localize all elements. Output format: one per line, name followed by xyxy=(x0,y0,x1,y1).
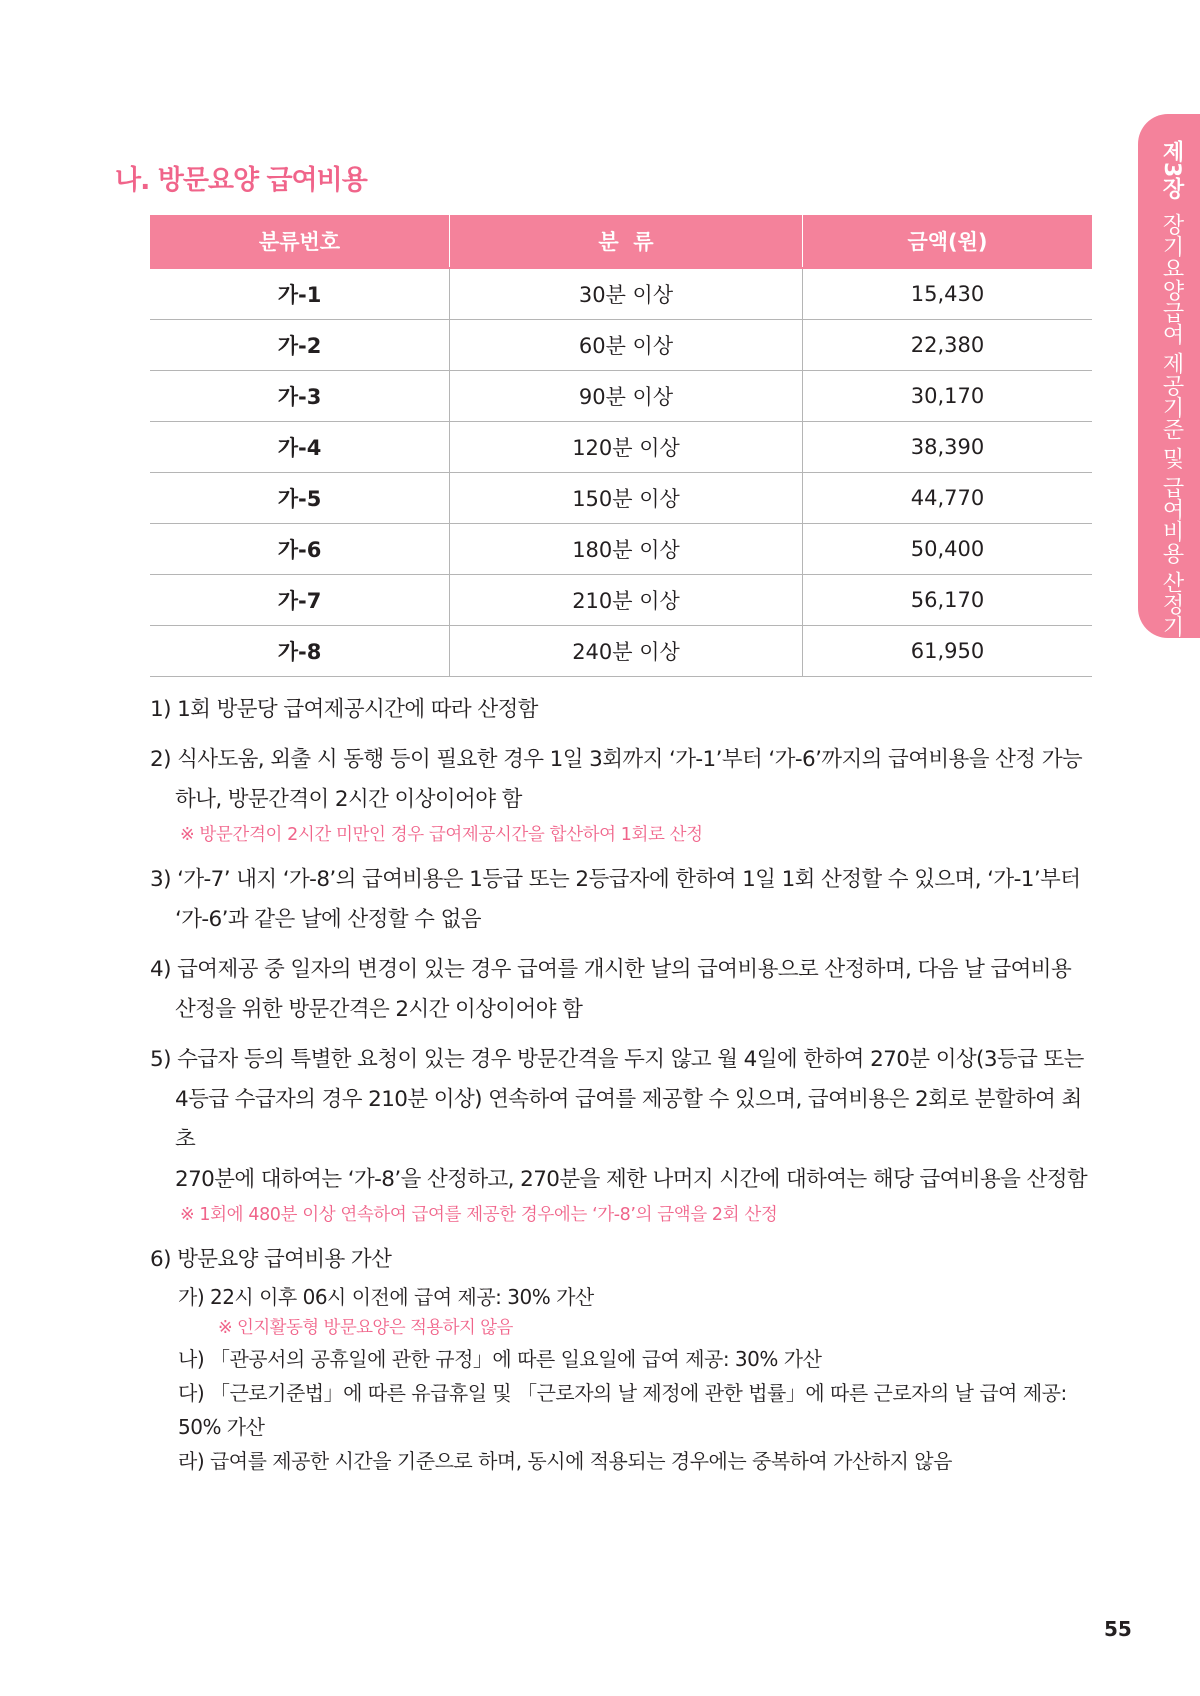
chapter-number: 제3장 xyxy=(1159,140,1184,200)
header-code: 분류번호 xyxy=(150,215,450,268)
cell-amount: 38,390 xyxy=(803,422,1093,473)
table-row xyxy=(150,473,1092,524)
fee-table xyxy=(150,215,1092,677)
note-3 xyxy=(150,860,1100,940)
page-number: 55 xyxy=(1104,1617,1132,1641)
note-6-item-ra: 라) 급여를 제공한 시간을 기준으로 하며, 동시에 적용되는 경우에는 중복하여 가산하지 않음 xyxy=(178,1449,952,1473)
cell-amount: 22,380 xyxy=(803,320,1093,371)
table-header-row xyxy=(150,215,1092,268)
note-6-item-ga: 가) 22시 이후 06시 이전에 급여 제공: 30% 가산 xyxy=(178,1285,594,1309)
note-5-remark: ※ 1회에 480분 이상 연속하여 급여를 제공한 경우에는 ‘가-8’의 금액을 2회 산정 xyxy=(180,1205,778,1225)
section-title: 나. 방문요양 급여비용 xyxy=(115,165,367,196)
note-6-title: 6) 방문요양 급여비용 가산 xyxy=(150,1247,392,1272)
cell-code: 가-6 xyxy=(150,524,450,575)
note-6-item-ga-remark: ※ 인지활동형 방문요양은 적용하지 않음 xyxy=(218,1318,513,1338)
cell-category: 240분 이상 xyxy=(450,626,803,677)
table-row xyxy=(150,320,1092,371)
note-4 xyxy=(150,950,1100,1030)
header-amount: 금액(원) xyxy=(803,215,1093,268)
note-2 xyxy=(150,740,1100,850)
cell-category: 90분 이상 xyxy=(450,371,803,422)
table-row xyxy=(150,371,1092,422)
notes-list xyxy=(150,690,1100,1488)
header-category: 분 류 xyxy=(450,215,803,268)
cell-code: 가-3 xyxy=(150,371,450,422)
cell-code: 가-8 xyxy=(150,626,450,677)
note-5 xyxy=(150,1040,1100,1230)
cell-amount: 50,400 xyxy=(803,524,1093,575)
note-6-item-da: 다) 「근로기준법」에 따른 유급휴일 및 「근로자의 날 제정에 관한 법률」에 따른 근로자의 날 급여 제공: 50% 가산 xyxy=(178,1381,1067,1439)
cell-category: 120분 이상 xyxy=(450,422,803,473)
note-3-line1: 3) ‘가-7’ 내지 ‘가-8’의 급여비용은 1등급 또는 2등급자에 한하여 1일 1회 산정할 수 있으며, ‘가-1’부터 xyxy=(150,867,1081,892)
note-6-item-na: 나) 「관공서의 공휴일에 관한 규정」에 따른 일요일에 급여 제공: 30% 가산 xyxy=(178,1347,822,1371)
note-1-text: 1) 1회 방문당 급여제공시간에 따라 산정함 xyxy=(150,697,538,722)
table-row xyxy=(150,422,1092,473)
note-2-remark: ※ 방문간격이 2시간 미만인 경우 급여제공시간을 합산하여 1회로 산정 xyxy=(180,825,703,845)
note-3-line2: ‘가-6’과 같은 날에 산정할 수 없음 xyxy=(175,907,481,932)
note-6 xyxy=(150,1240,1100,1478)
cell-category: 210분 이상 xyxy=(450,575,803,626)
table-row xyxy=(150,626,1092,677)
cell-category: 30분 이상 xyxy=(450,268,803,320)
note-5-line3: 270분에 대하여는 ‘가-8’을 산정하고, 270분을 제한 나머지 시간에 대하여는 해당 급여비용을 산정함 xyxy=(175,1167,1088,1192)
note-5-line1: 5) 수급자 등의 특별한 요청이 있는 경우 방문간격을 두지 않고 월 4일에 한하여 270분 이상(3등급 또는 xyxy=(150,1047,1084,1072)
note-2-line2: 하나, 방문간격이 2시간 이상이어야 함 xyxy=(175,787,522,812)
cell-category: 150분 이상 xyxy=(450,473,803,524)
chapter-title: 장기요양급여 제공기준 및 급여비용 산정기준 xyxy=(1159,213,1184,660)
note-2-line1: 2) 식사도움, 외출 시 동행 등이 필요한 경우 1일 3회까지 ‘가-1’부터 ‘가-6’까지의 급여비용을 산정 가능 xyxy=(150,747,1083,772)
cell-code: 가-4 xyxy=(150,422,450,473)
cell-code: 가-1 xyxy=(150,268,450,320)
cell-category: 60분 이상 xyxy=(450,320,803,371)
cell-amount: 61,950 xyxy=(803,626,1093,677)
table-row xyxy=(150,575,1092,626)
note-5-line2: 4등급 수급자의 경우 210분 이상) 연속하여 급여를 제공할 수 있으며, 급여비용은 2회로 분할하여 최초 xyxy=(175,1087,1082,1152)
chapter-side-tab-text xyxy=(1156,140,1187,659)
cell-code: 가-5 xyxy=(150,473,450,524)
cell-amount: 30,170 xyxy=(803,371,1093,422)
note-4-line1: 4) 급여제공 중 일자의 변경이 있는 경우 급여를 개시한 날의 급여비용으로 산정하며, 다음 날 급여비용 xyxy=(150,957,1072,982)
cell-amount: 15,430 xyxy=(803,268,1093,320)
note-4-line2: 산정을 위한 방문간격은 2시간 이상이어야 함 xyxy=(175,997,583,1022)
table-row xyxy=(150,524,1092,575)
table-row xyxy=(150,268,1092,320)
cell-category: 180분 이상 xyxy=(450,524,803,575)
note-1 xyxy=(150,690,1100,730)
cell-code: 가-7 xyxy=(150,575,450,626)
cell-code: 가-2 xyxy=(150,320,450,371)
cell-amount: 56,170 xyxy=(803,575,1093,626)
cell-amount: 44,770 xyxy=(803,473,1093,524)
